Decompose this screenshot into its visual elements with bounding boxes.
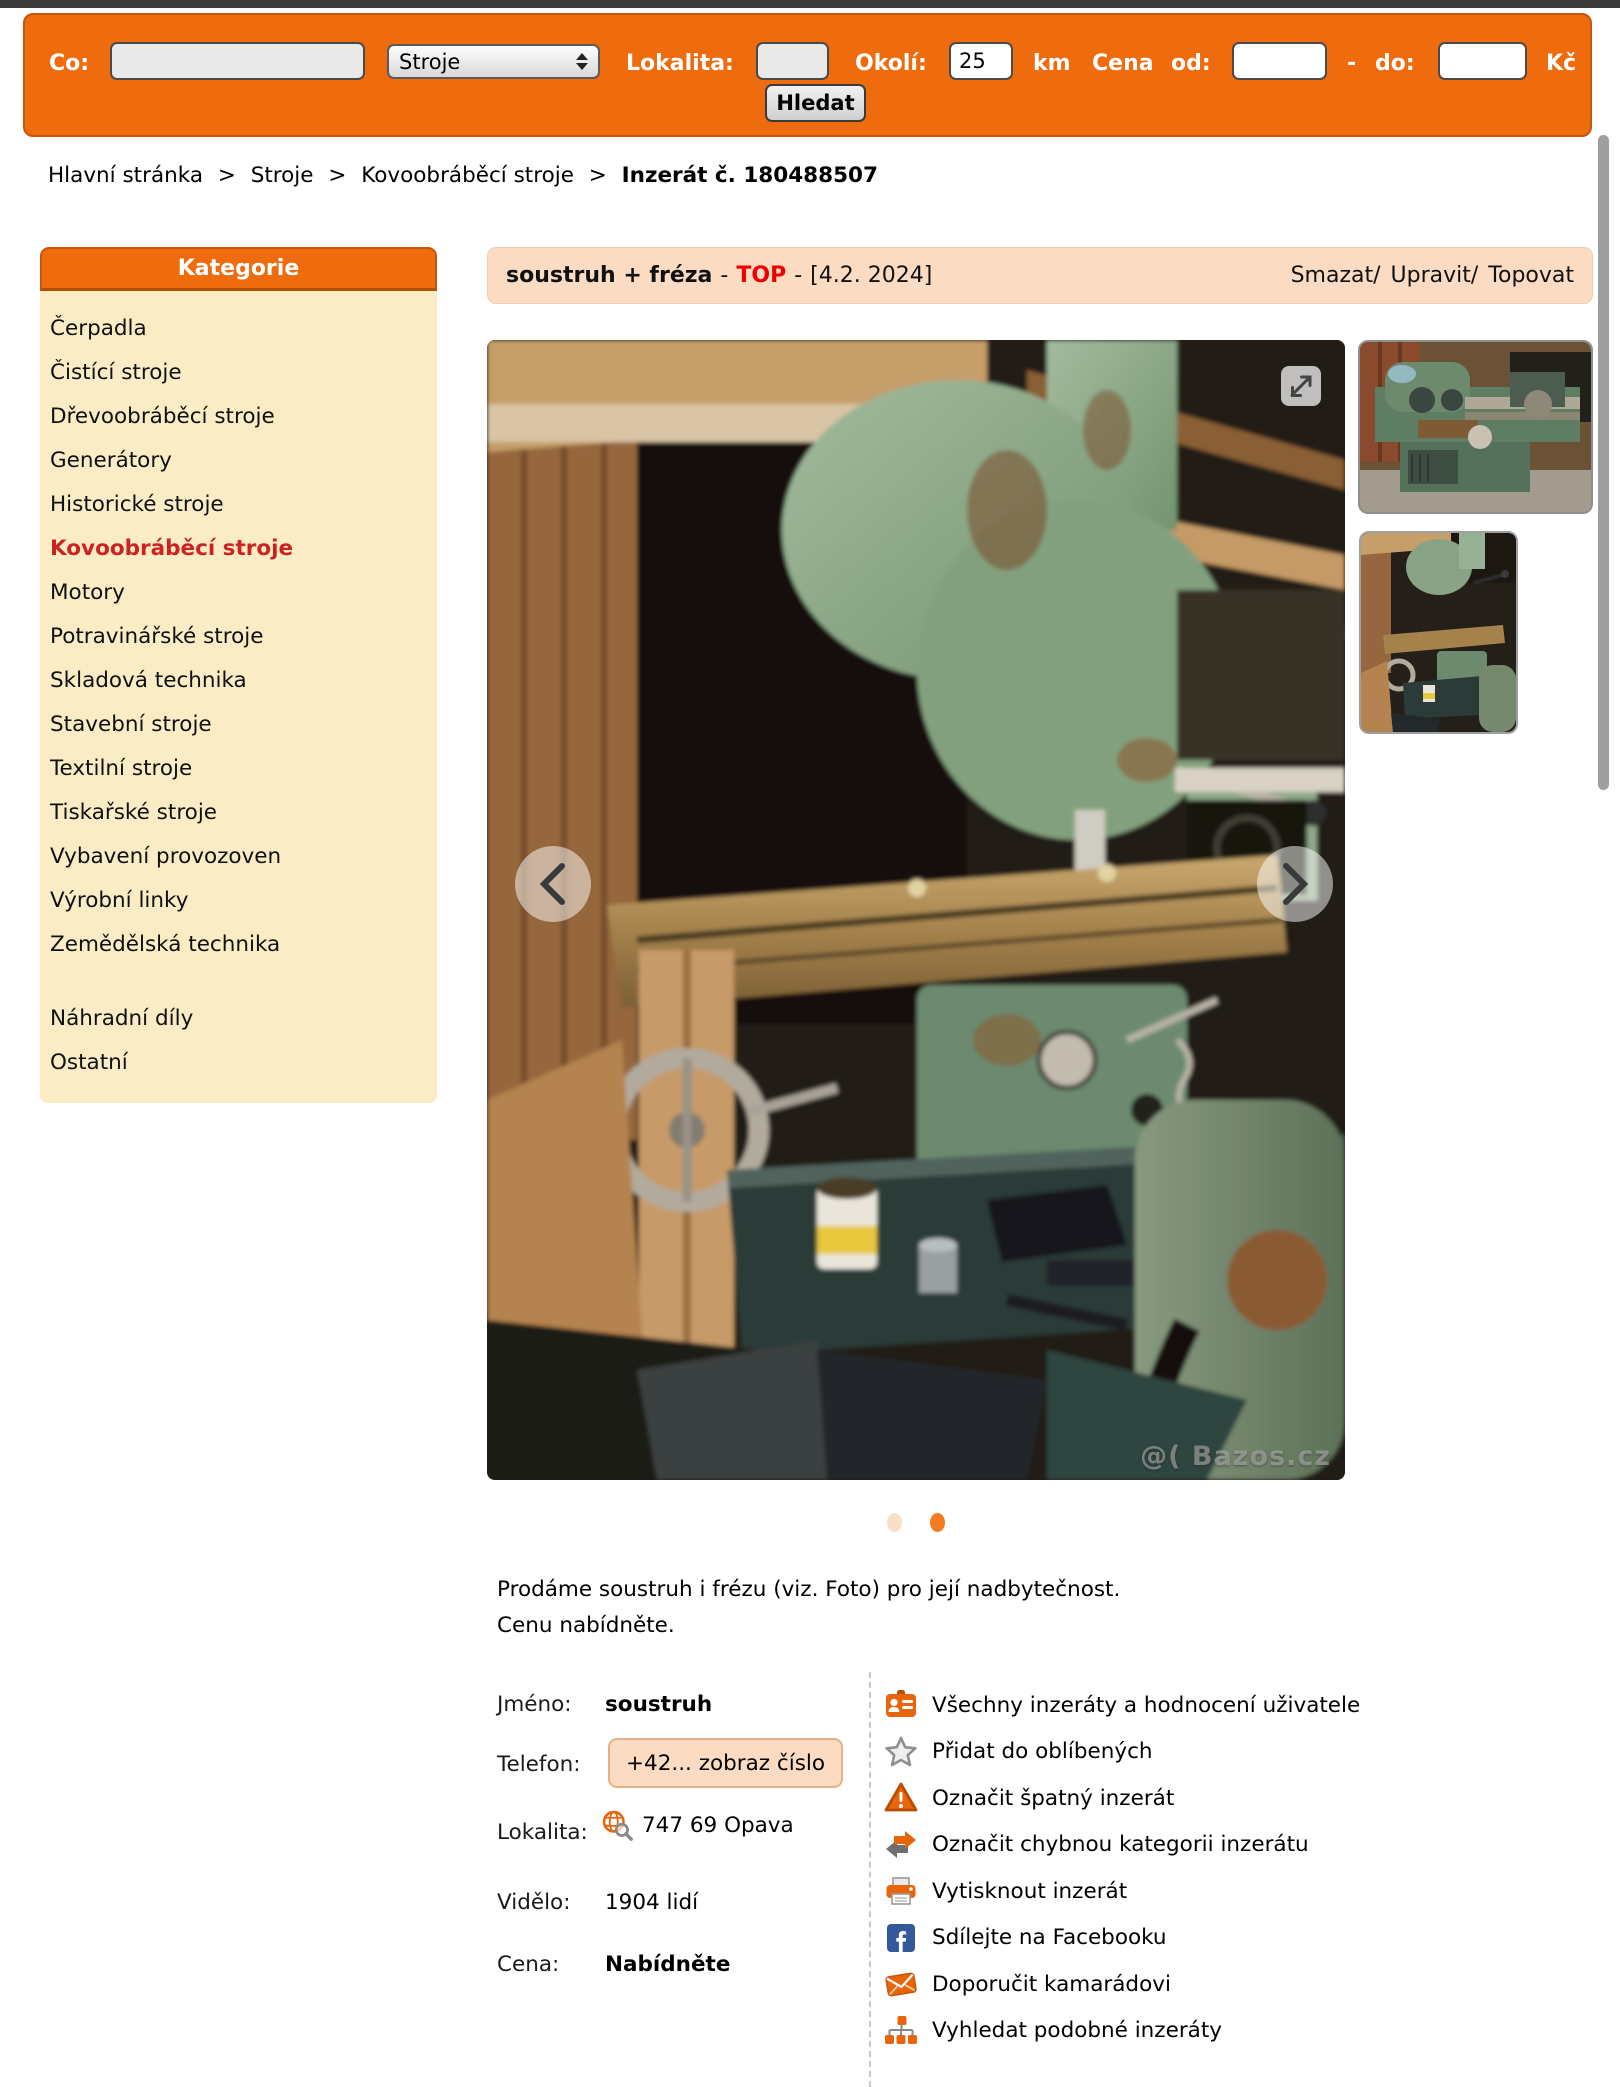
breadcrumb-kovoobrabeci[interactable]: Kovoobráběcí stroje [361,163,574,188]
sitemap-icon [884,2014,918,2048]
sidebar-item-potravinarske-stroje[interactable]: Potravinářské stroje [50,624,264,649]
browser-top-strip [0,0,1620,8]
edit-link[interactable]: Upravit/ [1390,263,1479,288]
action-label: Sdílejte na Facebooku [932,1925,1167,1951]
search-query-input[interactable] [110,42,365,80]
name-value: soustruh [605,1692,713,1717]
action-label: Doporučit kamarádovi [932,1971,1171,1997]
thumbnail-lathe-image [1360,342,1591,512]
star-icon [884,1735,918,1769]
price-value: Nabídněte [605,1952,731,1977]
title-separator: - [794,263,803,288]
sidebar-item-drevoobrabeci-stroje[interactable]: Dřevoobráběcí stroje [50,404,275,429]
location-label: Lokalita: [497,1820,588,1845]
listing-title-bar [487,247,1593,304]
main-photo-image [487,340,1345,1480]
price-label: Cena: [497,1952,560,1977]
breadcrumb-current: Inzerát č. 180488507 [621,163,878,188]
lokalita-label: Lokalita: [626,51,734,76]
listing-title: soustruh + fréza [506,263,713,288]
sidebar-item-textilni-stroje[interactable]: Textilní stroje [50,756,193,781]
sidebar-item-stavebni-stroje[interactable]: Stavební stroje [50,712,212,737]
sidebar-item-historicke-stroje[interactable]: Historické stroje [50,492,224,517]
gallery-dot-1[interactable] [887,1513,902,1532]
sidebar-item-kovoobrabeci-stroje[interactable]: Kovoobráběcí stroje [50,536,294,561]
facebook-icon [884,1921,918,1955]
photo-next-button[interactable] [1257,846,1333,922]
kc-label: Kč [1546,51,1577,76]
gallery-dot-2[interactable] [930,1513,945,1532]
sidebar-categories [40,247,437,1103]
show-phone-button[interactable]: +42... zobraz číslo [608,1738,843,1788]
scrollbar-thumb[interactable] [1598,135,1609,790]
globe-search-icon [600,1808,634,1842]
photo-watermark: @( Bazos.cz [1140,1441,1331,1472]
do-label: do: [1375,51,1415,76]
okoli-input[interactable] [949,42,1013,80]
views-label: Vidělo: [497,1890,571,1915]
breadcrumb-separator: > [588,163,607,188]
description-line: Cenu nabídněte. [497,1613,675,1638]
okoli-label: Okolí: [855,51,927,76]
search-panel [23,13,1592,137]
action-share-facebook[interactable] [884,1915,1444,1962]
sidebar-item-skladova-technika[interactable]: Skladová technika [50,668,247,693]
km-label: km [1033,51,1071,76]
sidebar-item-zemedelska-technika[interactable]: Zemědělská technika [50,932,281,957]
category-select[interactable] [387,44,600,79]
listing-description [497,1572,1277,1644]
photo-prev-button[interactable] [515,846,591,922]
lokalita-input[interactable] [756,42,829,80]
action-print[interactable] [884,1868,1444,1915]
top-badge: TOP [736,263,787,288]
expand-icon [1288,373,1314,399]
range-dash: - [1347,51,1357,76]
sidebar-item-vyrobni-linky[interactable]: Výrobní linky [50,888,189,913]
thumbnail-milling-machine[interactable] [1359,531,1518,734]
action-report-bad[interactable] [884,1775,1444,1822]
title-separator: - [720,263,729,288]
envelope-icon [884,1967,918,2001]
expand-photo-button[interactable] [1281,366,1321,406]
breadcrumb-separator: > [217,163,236,188]
chevron-left-icon [536,860,570,908]
chevron-right-icon [1278,860,1312,908]
wrong-category-icon [884,1828,918,1862]
main-photo[interactable] [487,340,1345,1480]
delete-link[interactable]: Smazat/ [1290,263,1381,288]
action-label: Vyhledat podobné inzeráty [932,2018,1222,2044]
category-select-value: Stroje [399,49,461,74]
action-label: Označit chybnou kategorii inzerátu [932,1832,1309,1858]
price-from-input[interactable] [1232,42,1327,80]
sidebar-item-vybaveni-provozoven[interactable]: Vybavení provozoven [50,844,282,869]
thumbnail-lathe[interactable] [1358,340,1593,514]
printer-icon [884,1874,918,1908]
action-user-listings[interactable] [884,1682,1444,1729]
description-line: Prodáme soustruh i frézu (viz. Foto) pro její nadbytečnost. [497,1577,1121,1602]
sidebar-item-tiskarske-stroje[interactable]: Tiskařské stroje [50,800,218,825]
quick-actions-list [884,1682,1444,2054]
details-divider [869,1672,871,2087]
sidebar-item-generatory[interactable]: Generátory [50,448,172,473]
action-recommend-friend[interactable] [884,1961,1444,2008]
sidebar-item-ostatni[interactable]: Ostatní [50,1050,128,1075]
location-link[interactable] [600,1808,794,1842]
name-label: Jméno: [497,1692,572,1717]
action-find-similar[interactable] [884,2008,1444,2055]
sidebar-item-nahradni-dily[interactable]: Náhradní díly [50,1006,194,1031]
sidebar-item-cerpadla[interactable]: Čerpadla [50,316,147,341]
search-button[interactable]: Hledat [765,84,866,122]
od-label: od: [1171,51,1211,76]
breadcrumb [48,163,878,188]
breadcrumb-separator: > [328,163,347,188]
listing-date: [4.2. 2024] [810,263,933,288]
gallery-dots [487,1513,1345,1532]
price-to-input[interactable] [1438,42,1527,80]
cena-label: Cena [1092,51,1154,76]
breadcrumb-home[interactable]: Hlavní stránka [48,163,203,188]
action-add-favorite[interactable] [884,1729,1444,1776]
location-value: 747 69 Opava [642,1812,794,1838]
select-caret-icon [570,49,594,74]
warning-icon [884,1781,918,1815]
phone-label: Telefon: [497,1752,581,1777]
action-label: Vytisknout inzerát [932,1878,1128,1904]
action-label: Všechny inzeráty a hodnocení uživatele [932,1692,1361,1718]
action-wrong-category[interactable] [884,1822,1444,1869]
sidebar-body [40,291,437,1103]
thumbnail-milling-machine-image [1361,533,1516,732]
breadcrumb-stroje[interactable]: Stroje [250,163,314,188]
topovat-link[interactable]: Topovat [1488,263,1574,288]
sidebar-item-cistici-stroje[interactable]: Čistící stroje [50,360,182,385]
user-listings-icon [884,1688,918,1722]
views-value: 1904 lidí [605,1890,699,1915]
sidebar-title: Kategorie [40,247,437,291]
sidebar-gap [40,967,437,997]
sidebar-item-motory[interactable]: Motory [50,580,125,605]
co-label: Co: [49,51,90,76]
action-label: Přidat do oblíbených [932,1739,1153,1765]
action-label: Označit špatný inzerát [932,1785,1175,1811]
